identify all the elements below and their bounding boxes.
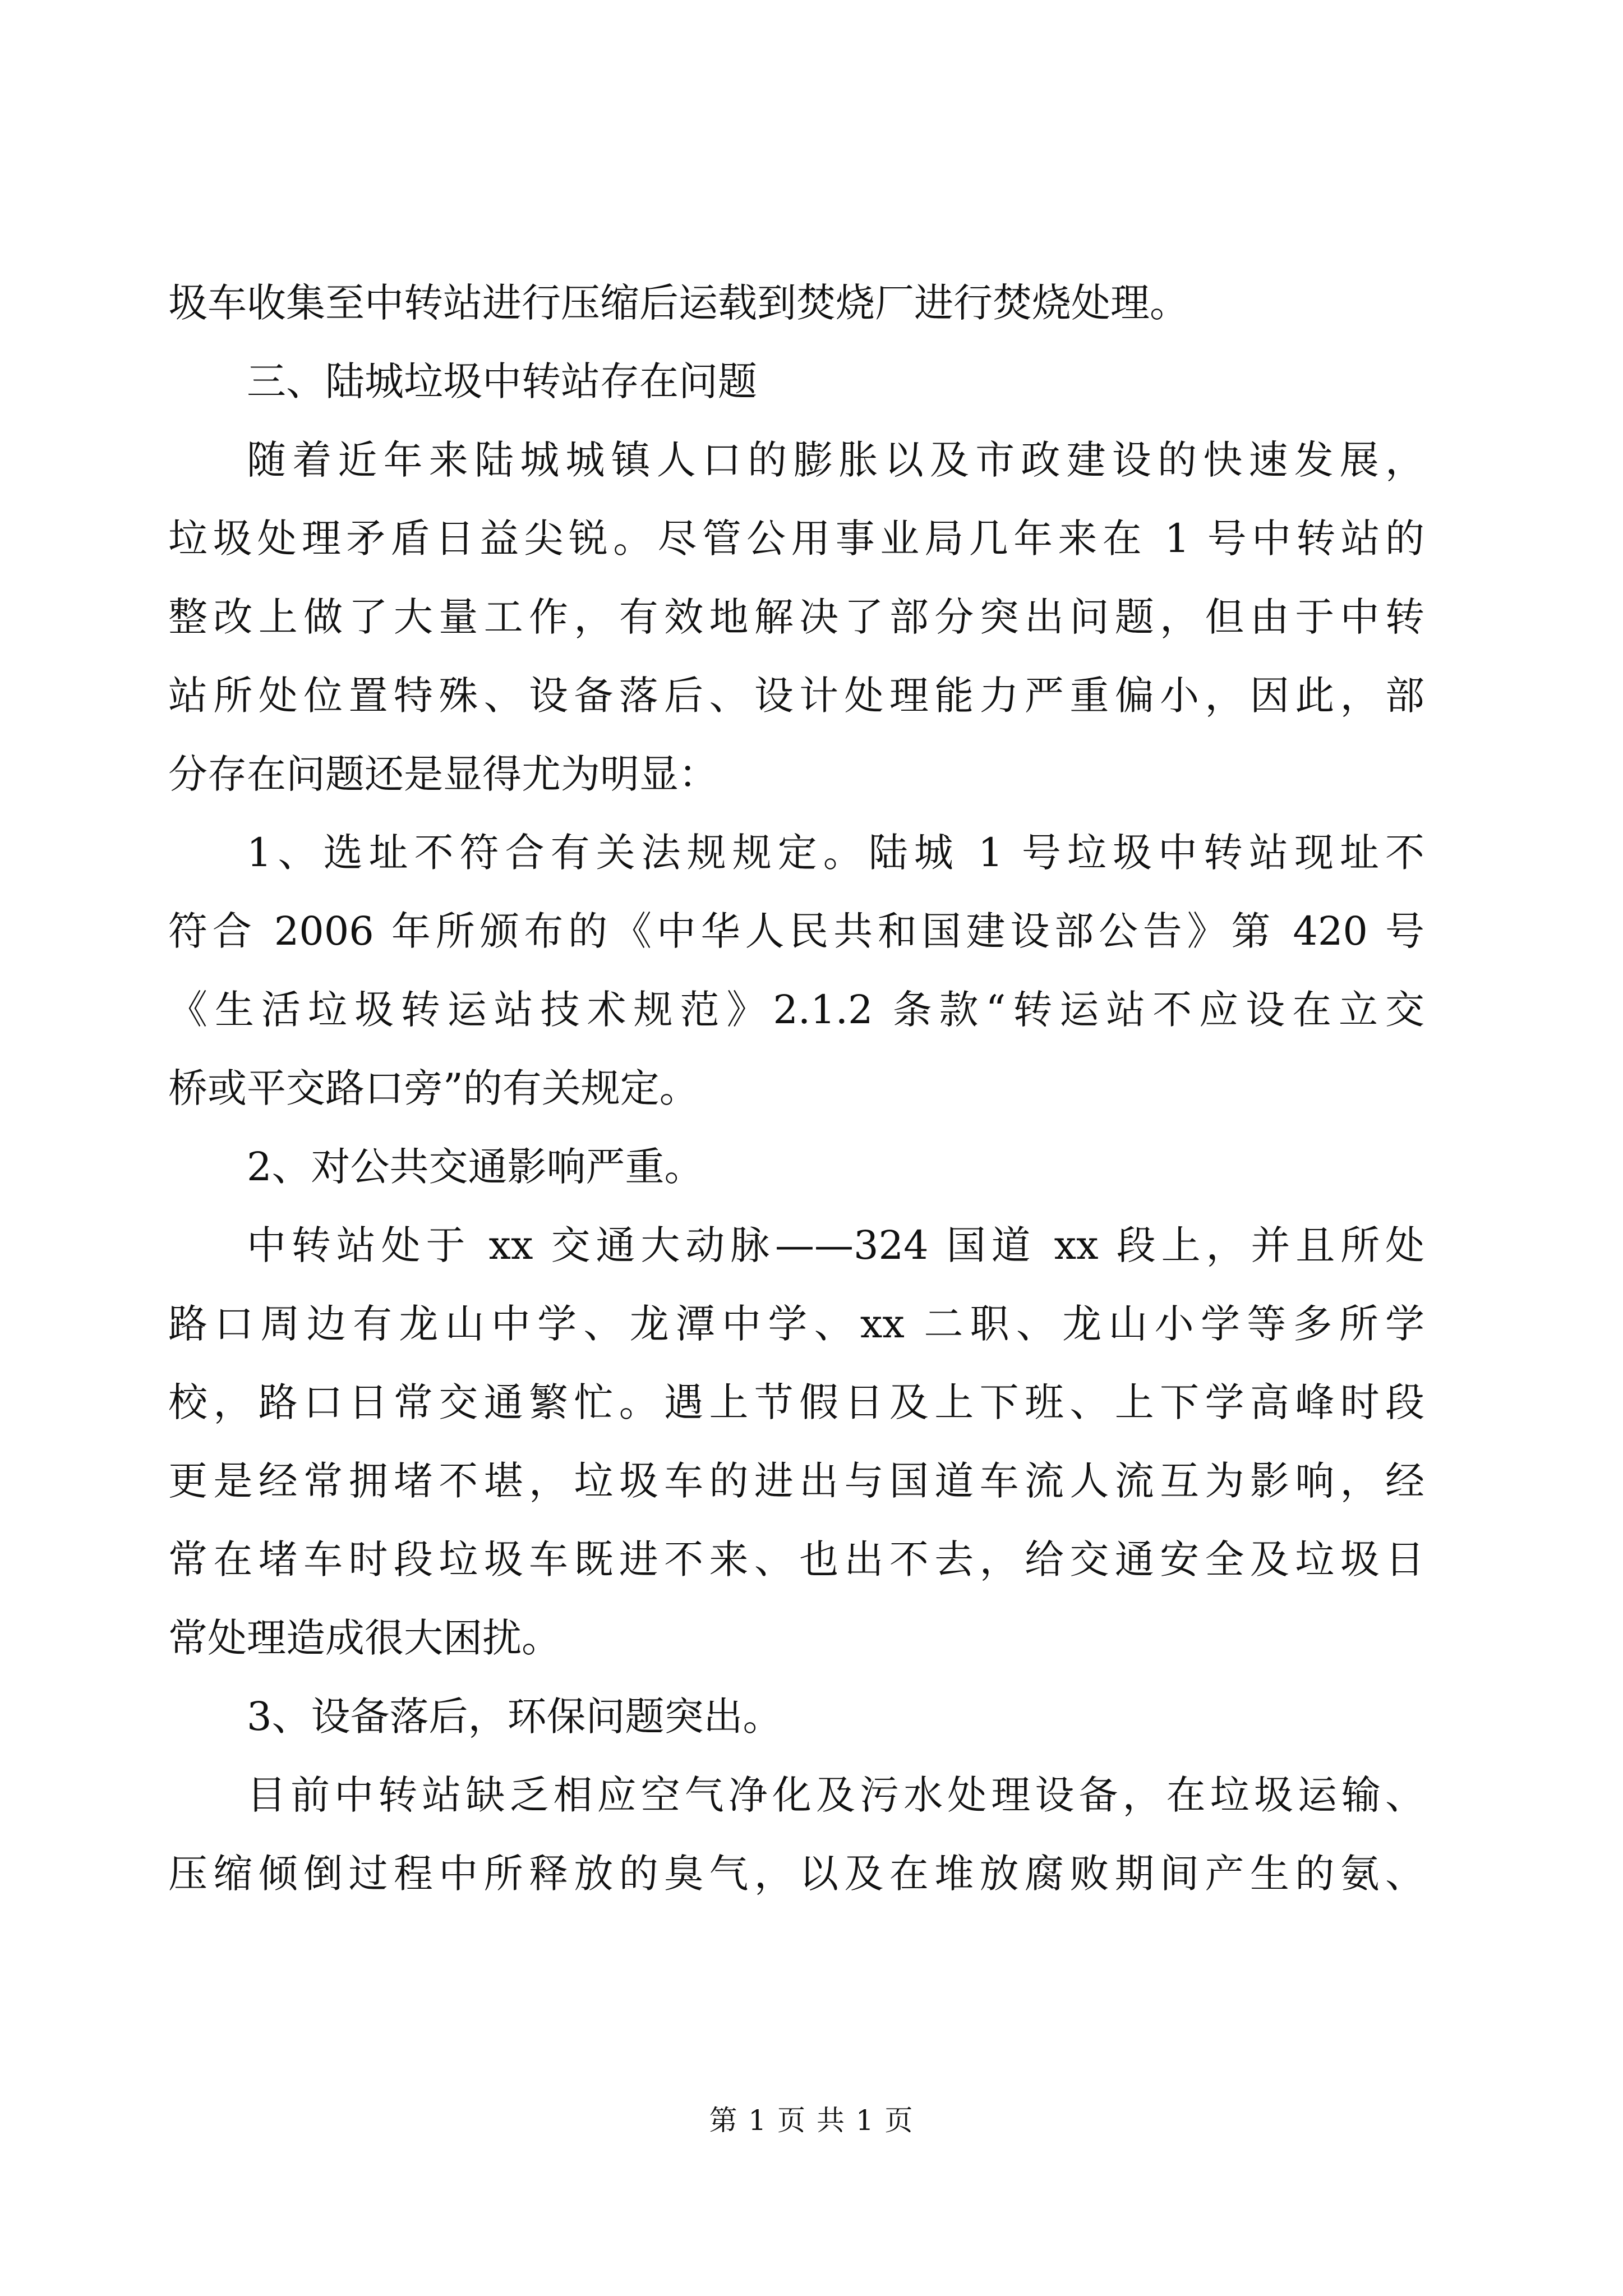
- numbered-item: 2、对公共交通影响严重。: [247, 1144, 704, 1190]
- numbered-item: 3、设备落后，环保问题突出。: [247, 1694, 782, 1740]
- text-line: 分存在问题还是显得尤为明显：: [168, 751, 718, 797]
- section-heading: 三、陆城垃圾中转站存在问题: [247, 358, 757, 404]
- text-line: 压缩倾倒过程中所释放的臭气，以及在堆放腐败期间产生的氨、: [168, 1851, 1424, 1897]
- document-body: [168, 264, 1424, 1913]
- text-line: 随着近年来陆城城镇人口的膨胀以及市政建设的快速发展，: [247, 437, 1424, 483]
- text-line: 《生活垃圾转运站技术规范》2.1.2 条款“转运站不应设在立交: [168, 987, 1424, 1033]
- text-line: 桥或平交路口旁”的有关规定。: [168, 1065, 699, 1111]
- text-line: 中转站处于 xx 交通大动脉——324 国道 xx 段上，并且所处: [247, 1222, 1424, 1268]
- text-line: 常在堵车时段垃圾车既进不来、也出不去，给交通安全及垃圾日: [168, 1536, 1424, 1582]
- text-line: 路口周边有龙山中学、龙潭中学、xx 二职、龙山小学等多所学: [168, 1301, 1424, 1347]
- page-footer: 第 1 页 共 1 页: [709, 2104, 914, 2137]
- text-line: 校，路口日常交通繁忙。遇上节假日及上下班、上下学高峰时段: [168, 1379, 1424, 1425]
- text-line: 更是经常拥堵不堪，垃圾车的进出与国道车流人流互为影响，经: [168, 1458, 1424, 1504]
- text-line: 整改上做了大量工作，有效地解决了部分突出问题，但由于中转: [168, 594, 1424, 640]
- text-line: 垃圾处理矛盾日益尖锐。尽管公用事业局几年来在 1 号中转站的: [168, 516, 1424, 562]
- text-line: 站所处位置特殊、设备落后、设计处理能力严重偏小，因此，部: [168, 673, 1424, 719]
- text-line: 常处理造成很大困扰。: [168, 1615, 561, 1661]
- text-line: 符合 2006 年所颁布的《中华人民共和国建设部公告》第 420 号: [168, 908, 1424, 954]
- text-line: 目前中转站缺乏相应空气净化及污水处理设备，在垃圾运输、: [247, 1772, 1424, 1818]
- text-line: 圾车收集至中转站进行压缩后运载到焚烧厂进行焚烧处理。: [168, 280, 1189, 326]
- text-line: 1、选址不符合有关法规规定。陆城 1 号垃圾中转站现址不: [247, 830, 1424, 876]
